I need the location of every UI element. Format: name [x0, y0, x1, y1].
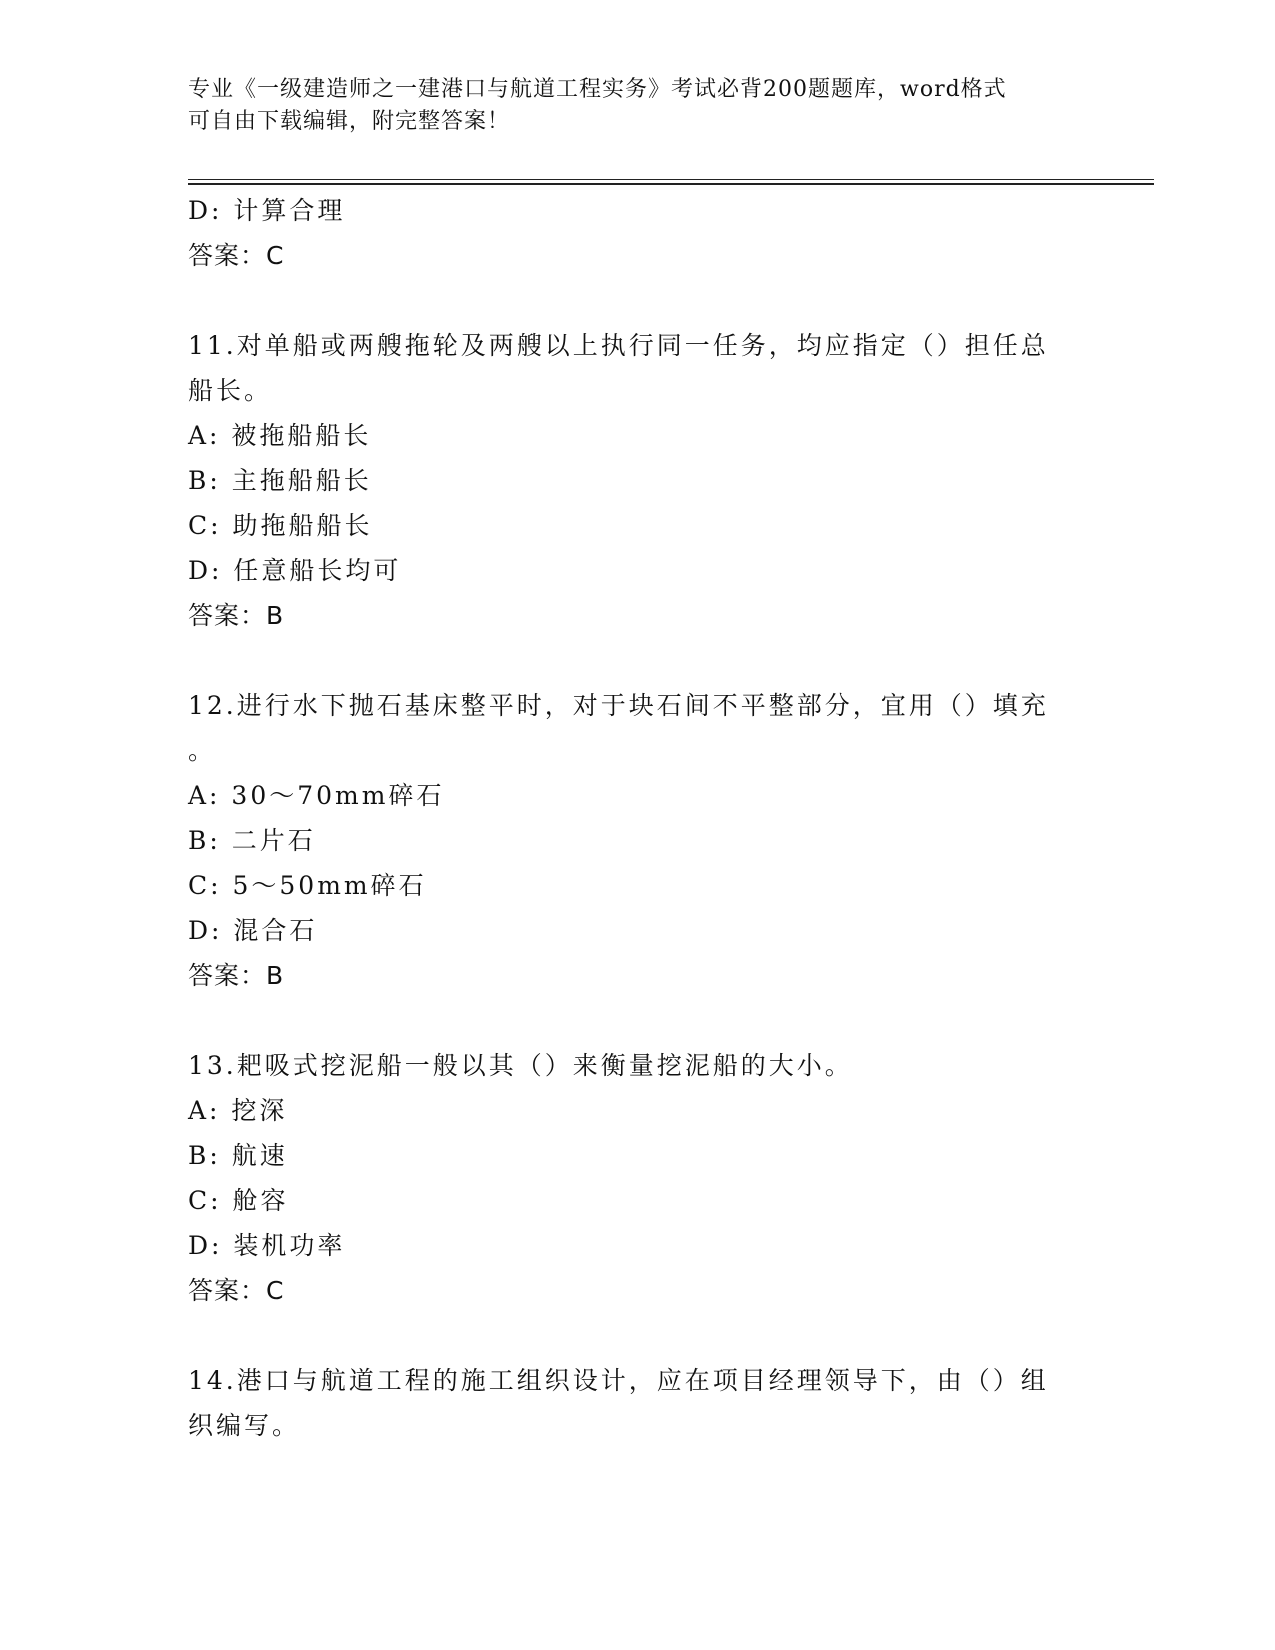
option-a: A: 30～70mm碎石	[188, 781, 445, 810]
option-a: A: 被拖船船长	[188, 421, 372, 450]
question-stem	[188, 323, 1068, 413]
question-stem	[188, 1043, 1068, 1088]
answer: 答案：B	[188, 961, 285, 990]
option-b: B: 航速	[188, 1141, 288, 1170]
header-divider-thick	[188, 183, 1154, 185]
stem-line: 12.进行水下抛石基床整平时，对于块石间不平整部分，宜用（）填充	[188, 691, 1049, 720]
question-11	[188, 323, 1068, 639]
question-content	[188, 188, 1068, 1448]
prev-answer: 答案：C	[188, 241, 285, 270]
option-c: C: 5～50mm碎石	[188, 871, 427, 900]
header-title-line-1: 专业《一级建造师之一建港口与航道工程实务》考试必背200题题库，word格式	[188, 77, 1007, 102]
answer: 答案：C	[188, 1276, 285, 1305]
stem-line: 船长。	[188, 376, 273, 405]
question-stem	[188, 1358, 1068, 1448]
option-d: D: 混合石	[188, 916, 318, 945]
header-divider	[188, 179, 1154, 180]
option-b: B: 二片石	[188, 826, 316, 855]
option-d: D: 装机功率	[188, 1231, 346, 1260]
question-12	[188, 683, 1068, 999]
option-d: D: 任意船长均可	[188, 556, 402, 585]
stem-line: 织编写。	[188, 1411, 301, 1440]
option-b: B: 主拖船船长	[188, 466, 372, 495]
question-13	[188, 1043, 1068, 1314]
question-stem	[188, 683, 1068, 773]
answer: 答案：B	[188, 601, 285, 630]
stem-line: 13.耙吸式挖泥船一般以其（）来衡量挖泥船的大小。	[188, 1051, 853, 1080]
option-a: A: 挖深	[188, 1096, 288, 1125]
prev-option-d: D: 计算合理	[188, 196, 346, 225]
header-title-line-2: 可自由下载编辑，附完整答案！	[188, 109, 511, 134]
option-c: C: 舱容	[188, 1186, 289, 1215]
stem-line: 。	[188, 736, 217, 765]
option-c: C: 助拖船船长	[188, 511, 373, 540]
stem-line: 11.对单船或两艘拖轮及两艘以上执行同一任务，均应指定（）担任总	[188, 331, 1049, 360]
question-14	[188, 1358, 1068, 1448]
stem-line: 14.港口与航道工程的施工组织设计，应在项目经理领导下，由（）组	[188, 1366, 1049, 1395]
document-header	[188, 74, 1068, 138]
